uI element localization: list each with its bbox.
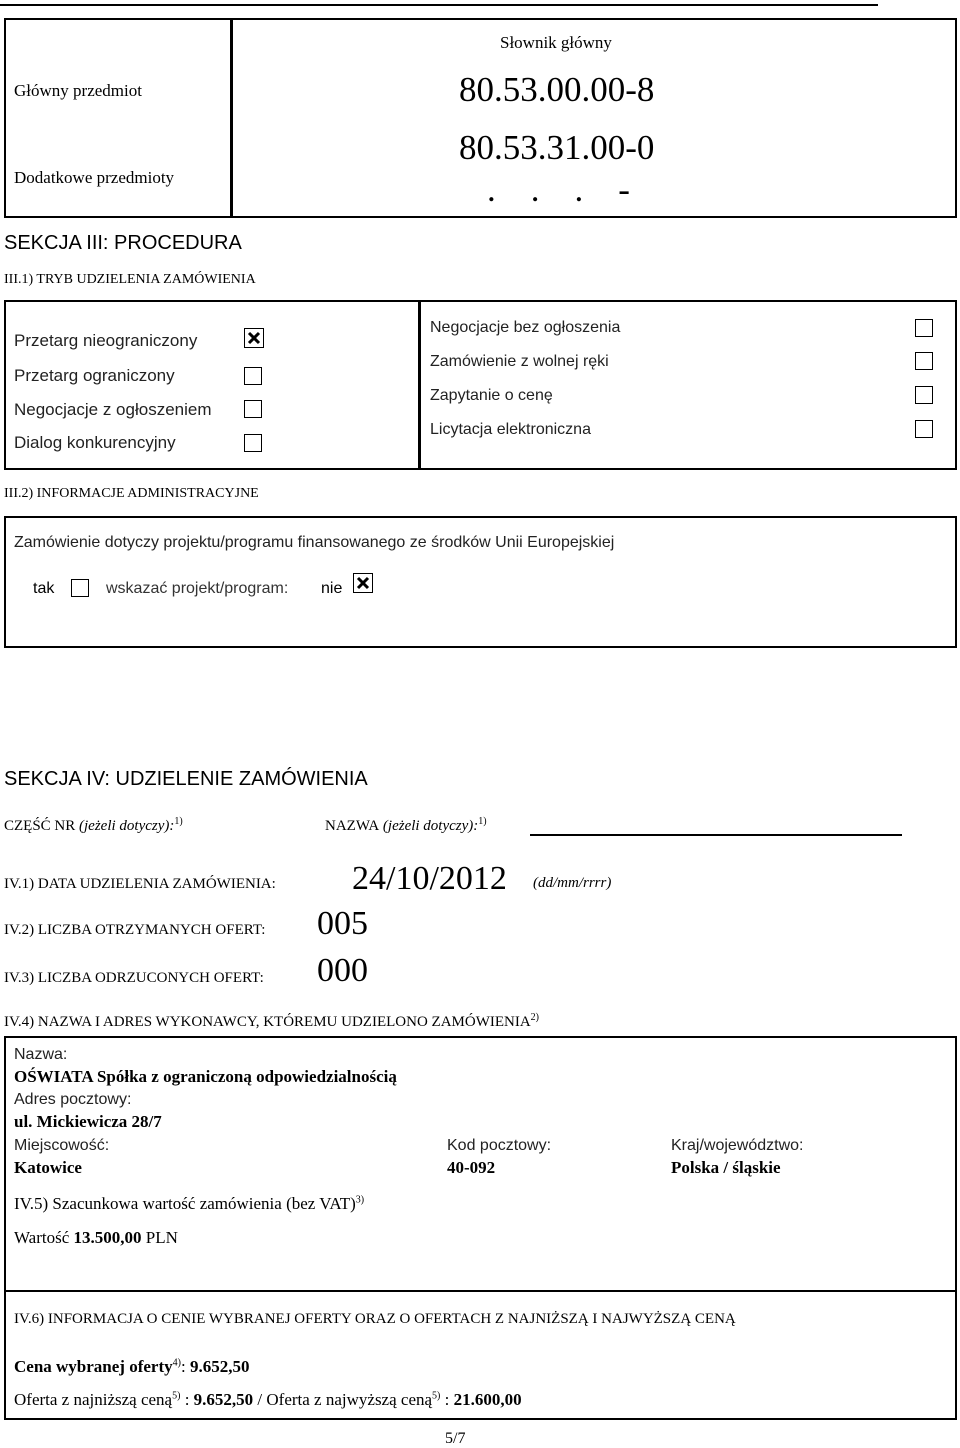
option-open-tender-label: Przetarg nieograniczony: [14, 331, 198, 350]
eu-project-label: wskazać projekt/program:: [106, 580, 289, 597]
option-restricted-tender-checkbox[interactable]: [244, 367, 262, 385]
rejected-label: IV.3) LICZBA ODRZUCONYCH OFERT:: [4, 970, 264, 986]
option-competitive-dialogue-label: Dialog konkurencyjny: [14, 433, 176, 452]
lowest-sup: 5): [172, 1390, 181, 1402]
name-sup: 1): [478, 816, 487, 827]
additional-subject-label: Dodatkowe przedmioty: [14, 168, 175, 187]
value-currency: PLN: [145, 1228, 178, 1247]
checkbox-x-icon: [246, 330, 262, 346]
page-number: 5/7: [445, 1430, 466, 1447]
section3-title: SEKCJA III: PROCEDURA: [4, 232, 242, 254]
date-value: 24/10/2012: [352, 860, 507, 897]
part-number: [4, 816, 183, 835]
offers-value: 005: [317, 905, 368, 942]
part-name-underline: [530, 834, 902, 836]
postal-label: Kod pocztowy:: [447, 1137, 552, 1154]
rejected-value: 000: [317, 952, 368, 989]
mode-heading: III.1) TRYB UDZIELENIA ZAMÓWIENIA: [4, 272, 256, 287]
contractor-sup: 2): [530, 1012, 540, 1023]
empty-cpv-code: . . . -: [487, 170, 630, 209]
eu-no-label: nie: [321, 580, 343, 597]
price-heading: IV.6) INFORMACJA O CENIE WYBRANEJ OFERTY ORAZ O OFERTACH Z NAJNIŻSZĄ I NAJWYŻSZĄ CENĄ: [14, 1311, 736, 1327]
value-label: Wartość: [14, 1228, 70, 1247]
part-label: CZĘŚĆ NR: [4, 818, 76, 834]
main-cpv-code: 80.53.00.00-8: [459, 70, 655, 109]
option-price-inquiry-checkbox[interactable]: [915, 386, 933, 404]
option-price-inquiry-label: Zapytanie o cenę: [430, 387, 553, 404]
contractor-name-label: Nazwa:: [14, 1046, 68, 1063]
option-negotiation-no-notice-label: Negocjacje bez ogłoszenia: [430, 319, 621, 336]
selected-sup: 4): [172, 1357, 181, 1369]
eu-question: Zamówienie dotyczy projektu/programu finansowanego ze środków Unii Europejskiej: [14, 534, 615, 551]
main-subject-label: Główny przedmiot: [14, 81, 142, 100]
cpv-left-box: [4, 18, 233, 218]
estimate-sup: 3): [355, 1194, 365, 1206]
address-value: ul. Mickiewicza 28/7: [14, 1112, 162, 1131]
contractor-heading: [4, 1012, 539, 1031]
option-negotiation-notice-checkbox[interactable]: [244, 400, 262, 418]
option-e-auction-checkbox[interactable]: [915, 420, 933, 438]
option-negotiation-no-notice-checkbox[interactable]: [915, 319, 933, 337]
dictionary-label: Słownik główny: [500, 33, 612, 52]
eu-no-checkbox[interactable]: [353, 573, 373, 593]
region-value: Polska / śląskie: [671, 1158, 781, 1177]
contractor-name-value: OŚWIATA Spółka z ograniczoną odpowiedzialnością: [14, 1067, 397, 1086]
option-e-auction-label: Licytacja elektroniczna: [430, 421, 591, 438]
selected-label: Cena wybranej oferty: [14, 1357, 173, 1376]
offers-label: IV.2) LICZBA OTRZYMANYCH OFERT:: [4, 922, 266, 938]
name-note: (jeżeli dotyczy):: [382, 818, 479, 834]
part-note: (jeżeli dotyczy):: [79, 818, 175, 834]
section4-title: SEKCJA IV: UDZIELENIE ZAMÓWIENIA: [4, 768, 368, 790]
additional-cpv-code: 80.53.31.00-0: [459, 128, 655, 167]
city-label: Miejscowość:: [14, 1137, 110, 1154]
top-rule: [0, 4, 878, 6]
admin-heading: III.2) INFORMACJE ADMINISTRACYJNE: [4, 486, 259, 501]
highest-sup: 5): [432, 1390, 441, 1402]
part-sup: 1): [174, 816, 183, 827]
name-label: NAZWA: [325, 818, 380, 834]
lowest-value: 9.652,50: [193, 1390, 254, 1409]
estimate-heading-text: IV.5) Szacunkowa wartość zamówienia (bez VAT): [14, 1194, 356, 1213]
eu-yes-label: tak: [33, 580, 55, 597]
region-label: Kraj/województwo:: [671, 1137, 804, 1154]
selected-offer: Cena wybranej oferty$^{4)}$: 9.652,50: [14, 1357, 250, 1376]
option-open-tender-checkbox[interactable]: [244, 328, 264, 348]
option-competitive-dialogue-checkbox[interactable]: [244, 434, 262, 452]
option-single-source-checkbox[interactable]: [915, 352, 933, 370]
option-single-source-label: Zamówienie z wolnej ręki: [430, 353, 609, 370]
lowest-label: Oferta z najniższą ceną: [14, 1390, 173, 1409]
highest-value: 21.600,00: [453, 1390, 522, 1409]
option-negotiation-notice-label: Negocjacje z ogłoszeniem: [14, 400, 212, 419]
contractor-heading-text: IV.4) NAZWA I ADRES WYKONAWCY, KTÓREMU UDZIELONO ZAMÓWIENIA: [4, 1014, 531, 1030]
option-restricted-tender-label: Przetarg ograniczony: [14, 366, 175, 385]
address-label: Adres pocztowy:: [14, 1091, 132, 1108]
eu-yes-checkbox[interactable]: [71, 579, 89, 597]
selected-value: 9.652,50: [189, 1357, 250, 1376]
highest-label: / Oferta z najwyższą ceną: [257, 1390, 433, 1409]
part-name: [325, 816, 487, 835]
estimate-heading: [14, 1194, 364, 1214]
postal-value: 40-092: [447, 1158, 496, 1177]
city-value: Katowice: [14, 1158, 82, 1177]
estimate-value: [14, 1228, 178, 1248]
date-format: (dd/mm/rrrr): [533, 875, 612, 891]
checkbox-x-icon: [355, 575, 371, 591]
lowest-highest-offer: Oferta z najniższą ceną$^{5)}$ : 9.652,50 / Oferta z najwyższą ceną$^{5)}$ : 21.600,00: [14, 1390, 522, 1409]
date-label: IV.1) DATA UDZIELENIA ZAMÓWIENIA:: [4, 876, 276, 892]
value-amount: 13.500,00: [73, 1228, 142, 1247]
